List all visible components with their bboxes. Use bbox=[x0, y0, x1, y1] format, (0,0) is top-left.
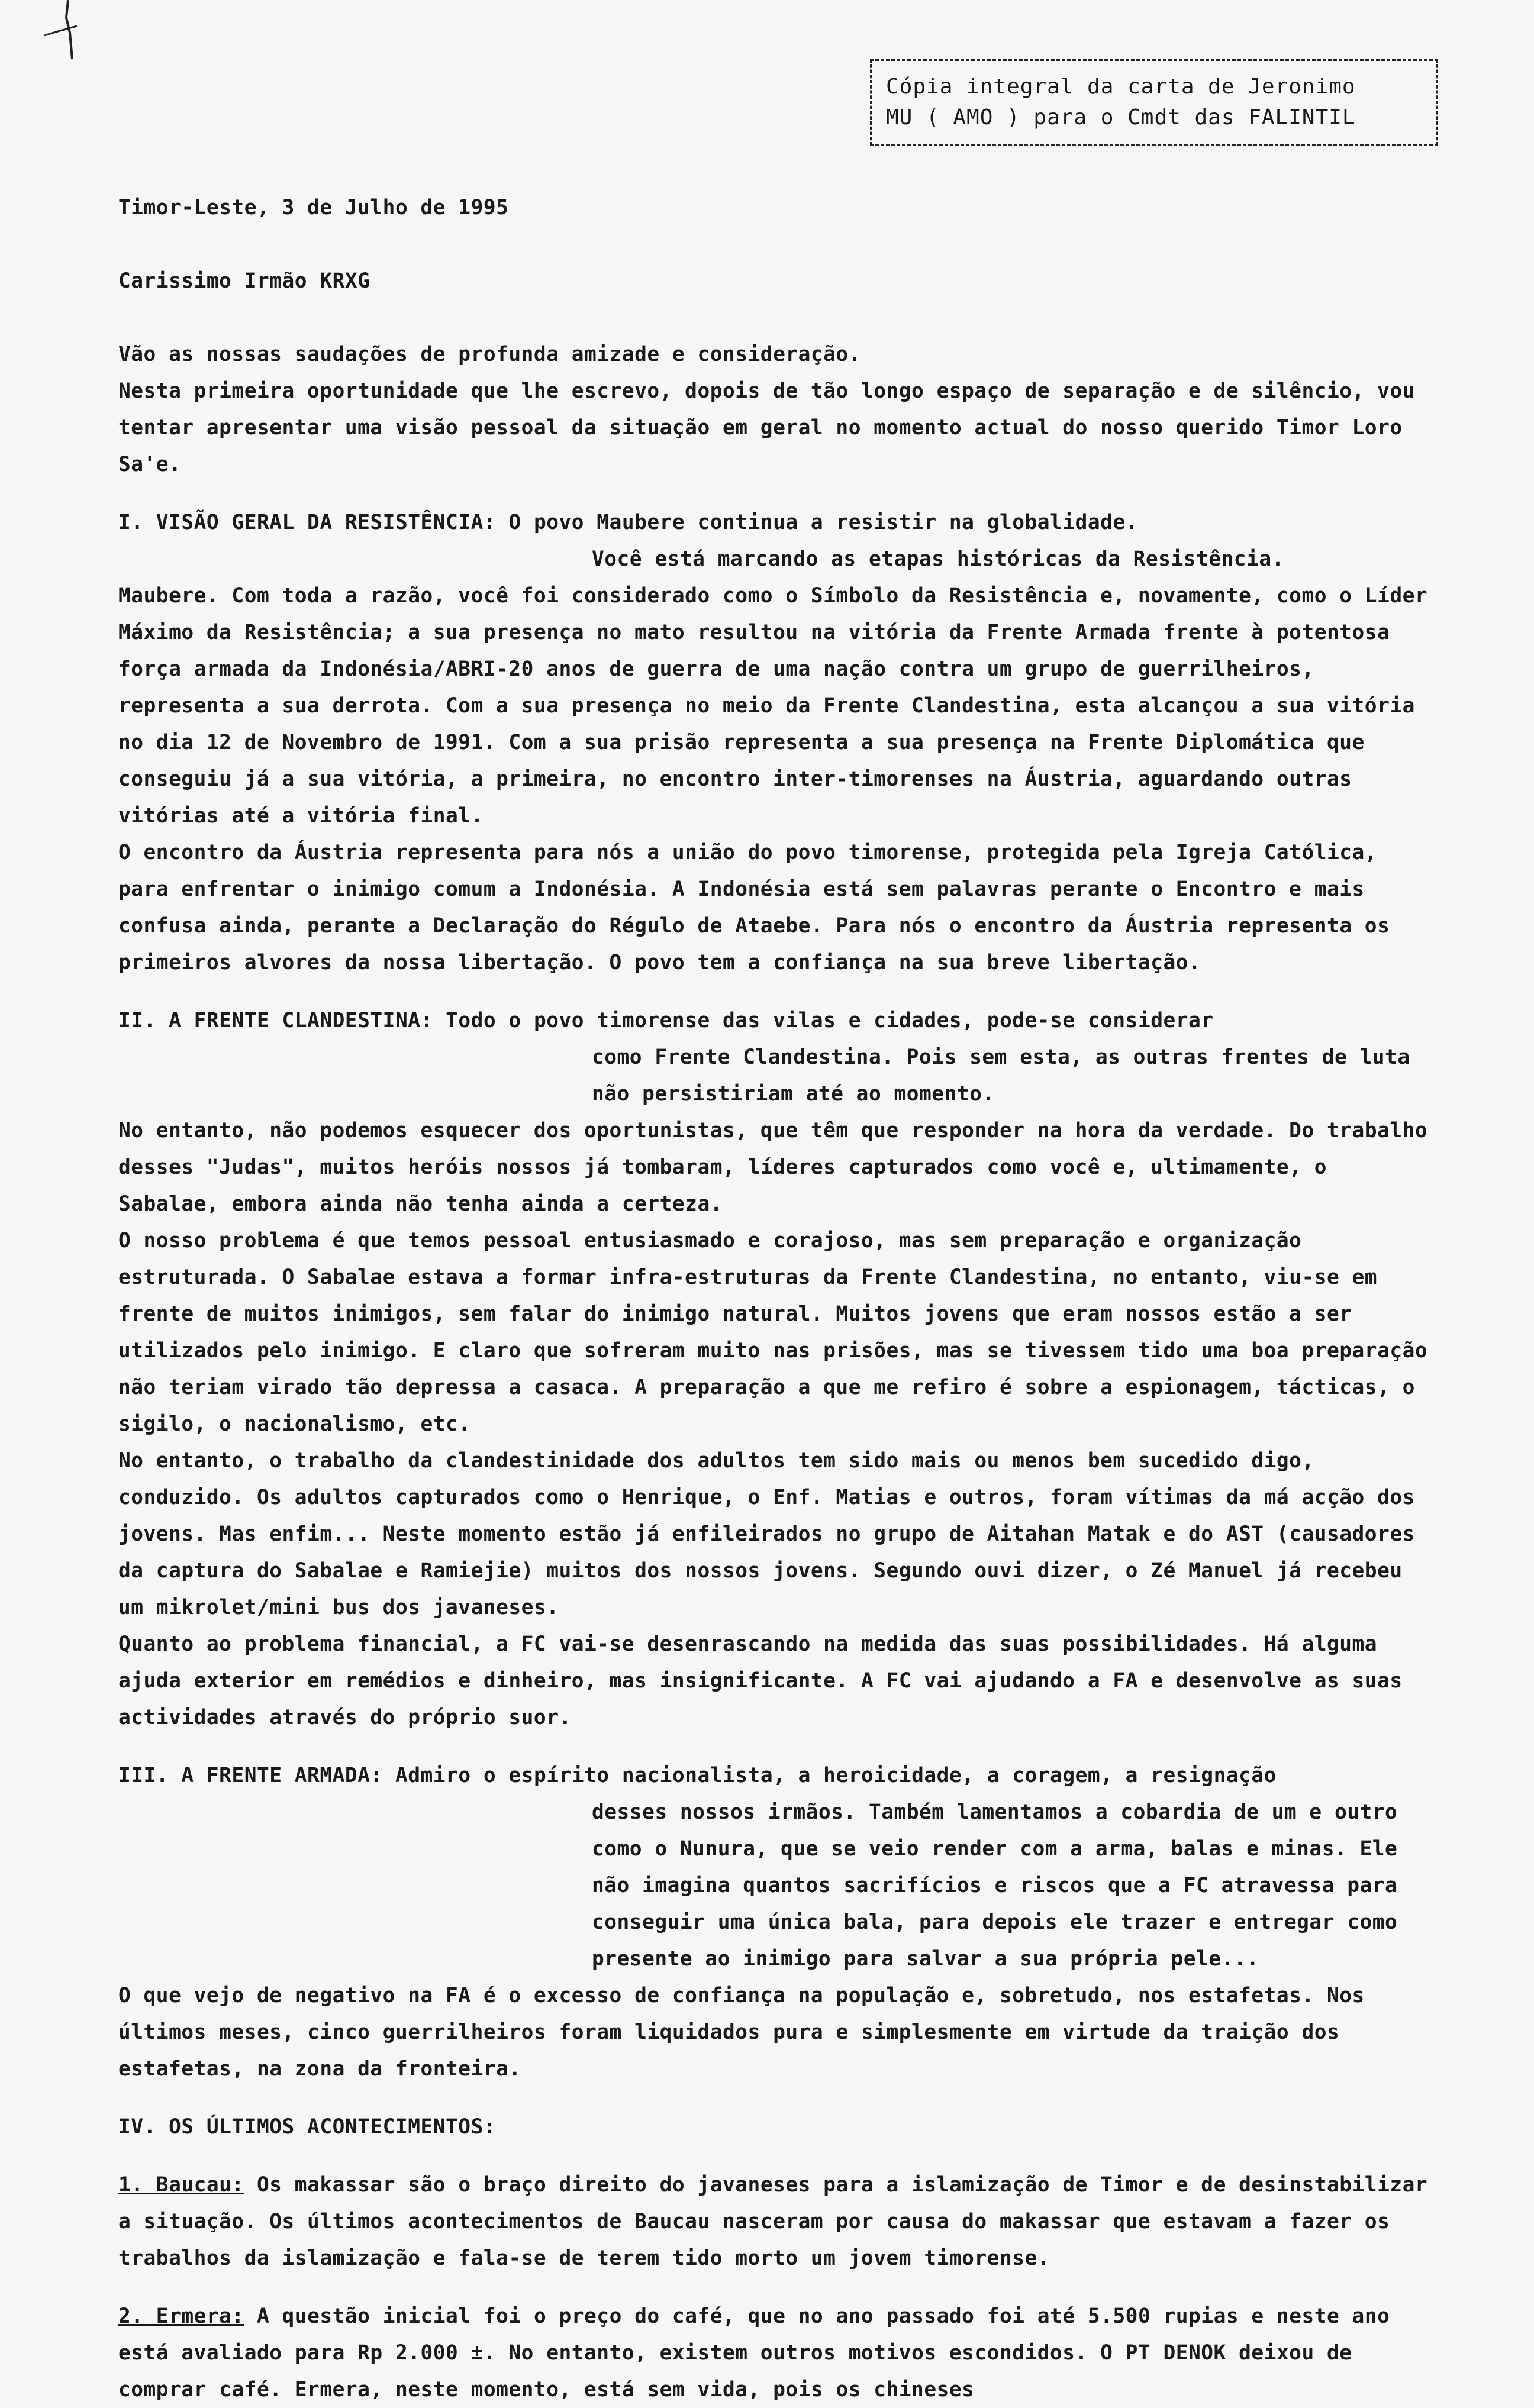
section-3-first-line: Admiro o espírito nacionalista, a heroicidade, a coragem, a resignação bbox=[395, 1764, 1277, 1787]
intro-greeting: Vão as nossas saudações de profunda amizade e consideração. bbox=[118, 343, 861, 366]
section-2-heading-line bbox=[118, 1002, 1438, 1039]
stamp-line-1: Cópia integral da carta de Jeronimo bbox=[886, 75, 1356, 99]
dateline: Timor-Leste, 3 de Julho de 1995 bbox=[118, 196, 509, 220]
salutation: Carissimo Irmão KRXG bbox=[118, 269, 370, 293]
section-2-paragraph-3: No entanto, o trabalho da clandestinidade dos adultos tem sido mais ou menos bem sucedido digo, conduzido. Os adultos capturados como o Henrique, o Enf. Matias e outros, foram vítimas da má acção dos jovens. Mas enfim... Neste momento estão já enfileirados no grupo de Aitahan Matak e do AST (causadores da captura do Sabalae e Ramiejie) muitos dos nossos jovens. Segundo ouvi dizer, o Zé Manuel já recebeu um mikrolet/mini bus dos javaneses. bbox=[118, 1449, 1415, 1619]
letter-body bbox=[118, 189, 1438, 2408]
item-2-label: 2. Ermera: bbox=[118, 2304, 244, 2328]
section-2-second-line: como Frente Clandestina. Pois sem esta, as outras frentes de luta não persistiriam até ao momento. bbox=[592, 1045, 1410, 1106]
section-2-paragraph-1: No entanto, não podemos esquecer dos oportunistas, que têm que responder na hora da verdade. Do trabalho desses "Judas", muitos heróis nossos já tombaram, líderes capturados como você e, ultimamente, o Sabalae, embora ainda não tenha ainda a certeza. bbox=[118, 1119, 1428, 1216]
section-2-first-line: Todo o povo timorense das vilas e cidades, pode-se considerar bbox=[446, 1009, 1214, 1032]
section-3-second-line: desses nossos irmãos. Também lamentamos a cobardia de um e outro como o Nunura, que se veio render com a arma, balas e minas. Ele não imagina quantos sacrifícios e riscos que a FC atravessa para conseguir uma única bala, para depois ele trazer e entregar como presente ao inimigo para salvar a sua própria pele... bbox=[592, 1800, 1398, 1971]
section-1-first-line: O povo Maubere continua a resistir na globalidade. bbox=[508, 511, 1138, 534]
section-1-paragraph-1: Maubere. Com toda a razão, você foi considerado como o Símbolo da Resistência e, novamente, como o Líder Máximo da Resistência; a sua presença no mato resultou na vitória da Frente Armada frente à potentosa força armada da Indonésia/ABRI-20 anos de guerra de uma nação contra um grupo de guerrilheiros, representa a sua derrota. Com a sua presença no meio da Frente Clandestina, esta alcançou a sua vitória no dia 12 de Novembro de 1991. Com a sua prisão representa a sua presença na Frente Diplomática que conseguiu já a sua vitória, a primeira, no encontro inter-timorenses na Áustria, aguardando outras vitórias até a vitória final. bbox=[118, 584, 1428, 828]
section-1-heading-line bbox=[118, 504, 1438, 541]
section-1-second-line: Você está marcando as etapas históricas da Resistência. bbox=[592, 547, 1284, 571]
item-2-text: A questão inicial foi o preço do café, que no ano passado foi até 5.500 rupias e neste ano está avaliado para Rp 2.000 ±. No entanto, existem outros motivos escondidos. O PT DENOK deixou de comprar café. Ermera, neste momento, está sem vida, pois os chineses bbox=[118, 2304, 1390, 2401]
section-2-paragraph-2: O nosso problema é que temos pessoal entusiasmado e corajoso, mas sem preparação e organização estruturada. O Sabalae estava a formar infra-estruturas da Frente Clandestina, no entanto, viu-se em frente de muitos inimigos, sem falar do inimigo natural. Muitos jovens que eram nossos estão a ser utilizados pelo inimigo. E claro que sofreram muito nas prisões, mas se tivessem tido uma boa preparação não teriam virado tão depressa a casaca. A preparação a que me refiro é sobre a espionagem, tácticas, o sigilo, o nacionalismo, etc. bbox=[118, 1229, 1428, 1436]
section-3-heading: III. A FRENTE ARMADA: bbox=[118, 1764, 383, 1787]
stamp-line-2: MU ( AMO ) para o Cmdt das FALINTIL bbox=[886, 105, 1356, 130]
item-1-label: 1. Baucau: bbox=[118, 2173, 244, 2197]
item-1-text: Os makassar são o braço direito do javaneses para a islamização de Timor e de desinstabilizar a situação. Os últimos acontecimentos de Baucau nasceram por causa do makassar que estavam a fazer os trabalhos da islamização e fala-se de terem tido morto um jovem timorense. bbox=[118, 2173, 1428, 2270]
section-4-item-1 bbox=[118, 2167, 1438, 2277]
section-4-item-2 bbox=[118, 2298, 1438, 2408]
section-2-paragraph-4: Quanto ao problema financial, a FC vai-se desenrascando na medida das suas possibilidades. Há alguma ajuda exterior em remédios e dinheiro, mas insignificante. A FC vai ajudando a FA e desenvolve as suas actividades através do próprio suor. bbox=[118, 1632, 1403, 1729]
section-3-paragraph-1: O que vejo de negativo na FA é o excesso de confiança na população e, sobretudo, nos estafetas. Nos últimos meses, cinco guerrilheiros foram liquidados pura e simplesmente em virtude da traição dos estafetas, na zona da fronteira. bbox=[118, 1984, 1365, 2081]
section-1-paragraph-2: O encontro da Áustria representa para nós a união do povo timorense, protegida pela Igreja Católica, para enfrentar o inimigo comum a Indonésia. A Indonésia está sem palavras perante o Encontro e mais confusa ainda, perante a Declaração do Régulo de Ataebe. Para nós o encontro da Áustria representa os primeiros alvores da nossa libertação. O povo tem a confiança na sua breve libertação. bbox=[118, 841, 1390, 974]
copy-stamp bbox=[870, 59, 1438, 146]
pen-mark bbox=[36, 0, 83, 65]
section-1-heading: I. VISÃO GERAL DA RESISTÊNCIA: bbox=[118, 511, 497, 534]
section-4-heading: IV. OS ÚLTIMOS ACONTECIMENTOS: bbox=[118, 2115, 497, 2139]
section-3-heading-line bbox=[118, 1757, 1438, 1794]
intro-paragraph: Nesta primeira oportunidade que lhe escrevo, dopois de tão longo espaço de separação e de silêncio, vou tentar apresentar uma visão pessoal da situação em geral no momento actual do nosso querido Timor Loro Sa'e. bbox=[118, 379, 1415, 476]
section-2-heading: II. A FRENTE CLANDESTINA: bbox=[118, 1009, 433, 1032]
